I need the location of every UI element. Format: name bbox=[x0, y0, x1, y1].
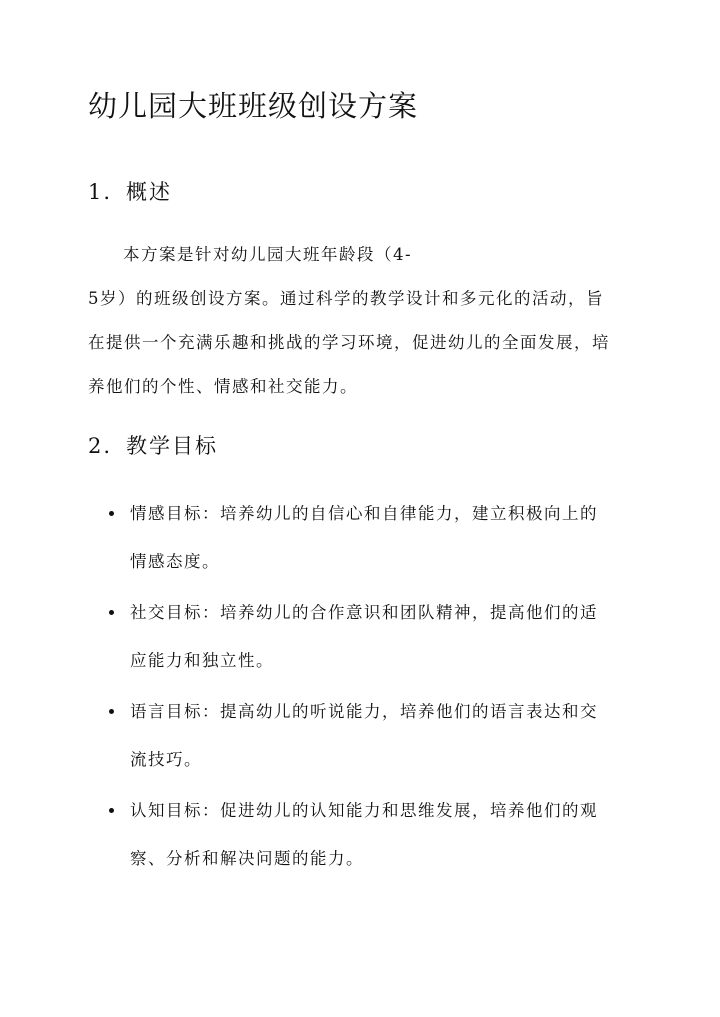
bullet-icon bbox=[109, 808, 114, 813]
paragraph-line: 5岁）的班级创设方案。通过科学的教学设计和多元化的活动，旨 bbox=[88, 289, 604, 308]
list-item-line: 情感目标：培养幼儿的自信心和自律能力，建立积极向上的 bbox=[130, 504, 598, 523]
bullet-icon bbox=[109, 610, 114, 615]
list-item-cognitive-goal bbox=[88, 787, 648, 883]
list-item-line: 应能力和独立性。 bbox=[130, 651, 274, 670]
section-number: 2. bbox=[88, 434, 113, 458]
section-heading-text: 概述 bbox=[126, 180, 173, 204]
paragraph-line: 本方案是针对幼儿园大班年龄段（4- bbox=[123, 245, 413, 264]
section-number: 1. bbox=[88, 180, 113, 204]
paragraph-line: 在提供一个充满乐趣和挑战的学习环境，促进幼儿的全面发展，培 bbox=[88, 333, 610, 352]
list-item-emotional-goal bbox=[88, 490, 648, 586]
list-item-social-goal bbox=[88, 589, 648, 685]
bullet-icon bbox=[109, 511, 114, 516]
list-item-line: 语言目标：提高幼儿的听说能力，培养他们的语言表达和交 bbox=[130, 702, 598, 721]
section-heading-goals bbox=[88, 430, 218, 462]
section-heading-overview bbox=[88, 176, 172, 208]
document-title: 幼儿园大班班级创设方案 bbox=[88, 89, 419, 123]
list-item-line: 察、分析和解决问题的能力。 bbox=[130, 849, 364, 868]
overview-paragraph bbox=[88, 233, 636, 409]
list-item-language-goal bbox=[88, 688, 648, 784]
bullet-icon bbox=[109, 709, 114, 714]
goals-list bbox=[88, 490, 648, 886]
list-item-line: 社交目标：培养幼儿的合作意识和团队精神，提高他们的适 bbox=[130, 603, 598, 622]
section-heading-text: 教学目标 bbox=[126, 434, 219, 458]
list-item-line: 情感态度。 bbox=[130, 552, 220, 571]
list-item-line: 流技巧。 bbox=[130, 750, 202, 769]
paragraph-line: 养他们的个性、情感和社交能力。 bbox=[88, 377, 358, 396]
list-item-line: 认知目标：促进幼儿的认知能力和思维发展，培养他们的观 bbox=[130, 801, 598, 820]
